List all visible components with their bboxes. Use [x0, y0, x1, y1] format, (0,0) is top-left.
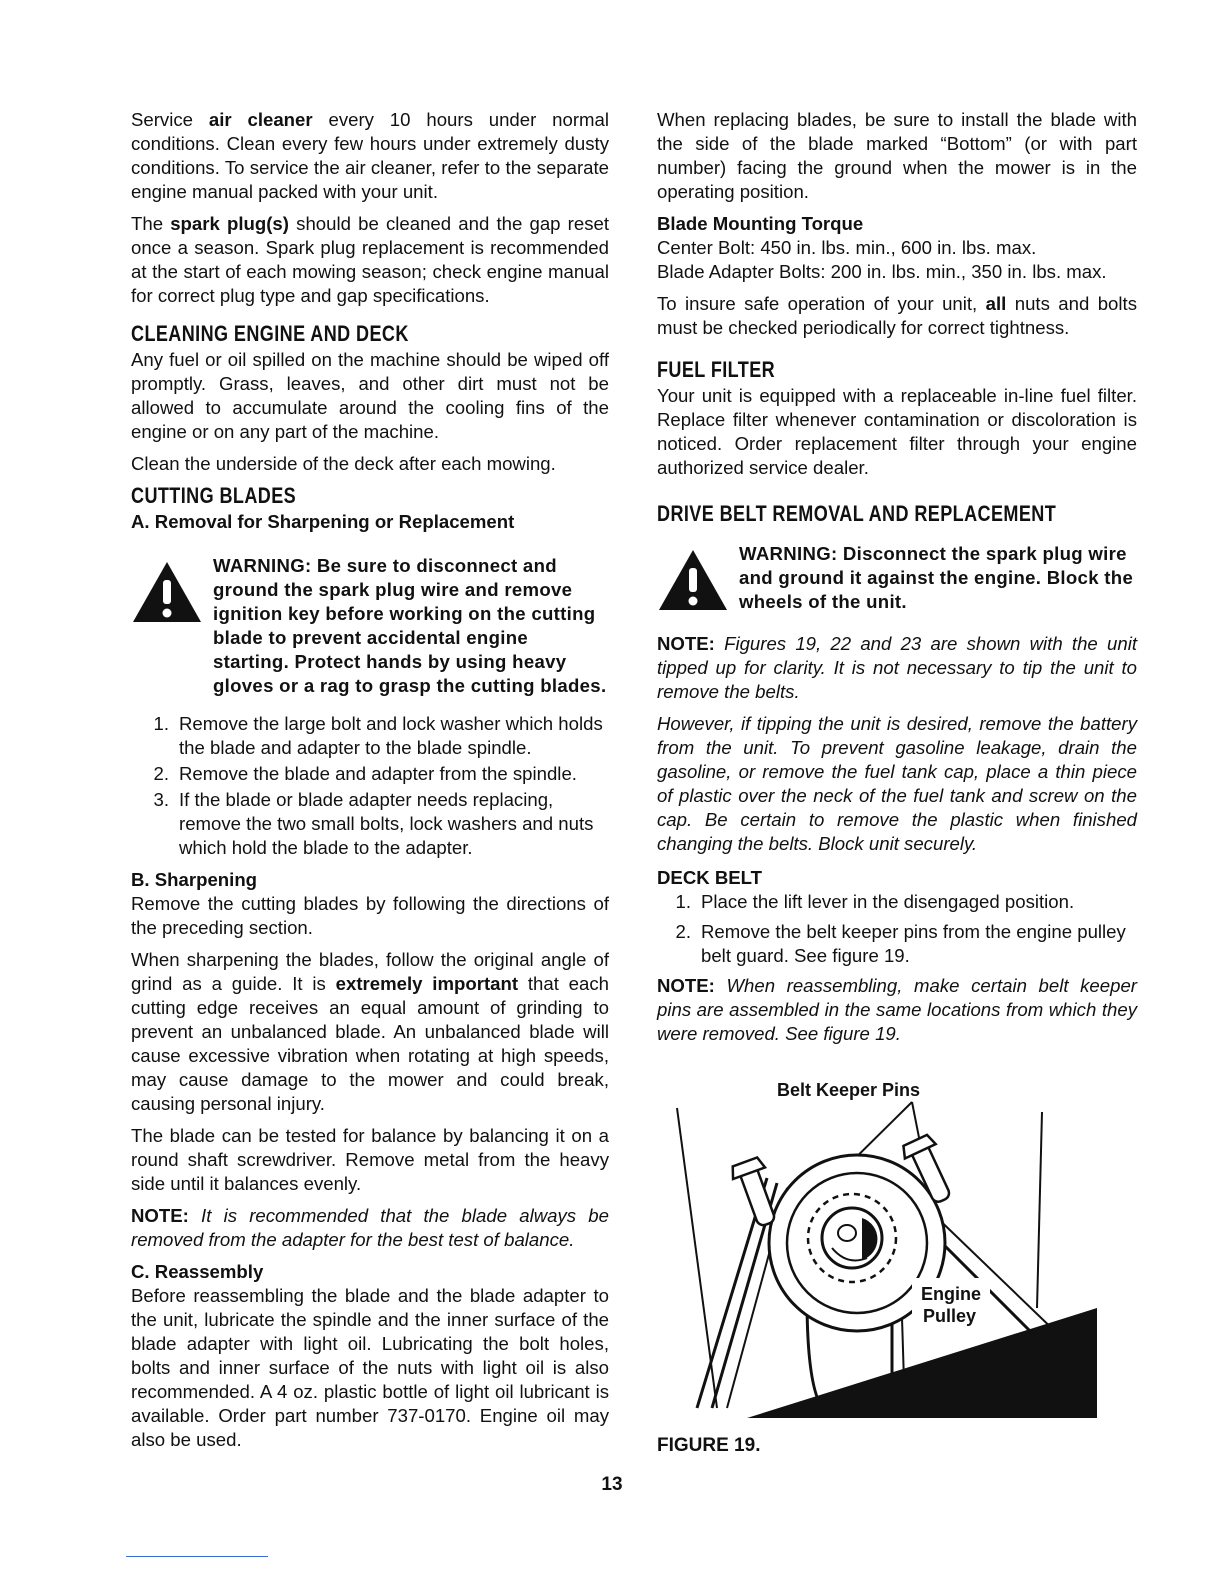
note-reassembling: NOTE: When reassembling, make certain belt keeper pins are assembled in the same locations from which they were removed. See figure 19. — [657, 975, 1137, 1044]
fuel-filter-paragraph: Your unit is equipped with a replaceable in-line fuel filter. Replace filter whenever contamination or discoloration is noticed. Order replacement filter through your engine authorized service dealer. — [657, 385, 1137, 478]
right-column — [657, 108, 1137, 1458]
subheading-removal: A. Removal for Sharpening or Replacement — [131, 511, 515, 532]
warning-block-blades — [131, 554, 609, 698]
reassembly-paragraph: Before reassembling the blade and the blade adapter to the unit, lubricate the spindle and the inner surface of the blade adapter with light oil. Lubricating the bolt holes, bolts and inner surface of the nuts with light oil is also recommended. A 4 oz. plastic bottle of light oil lubricant is available. Order part number 737-0170. Engine oil may also be used. — [131, 1285, 609, 1450]
deck-belt-steps — [657, 890, 1137, 968]
subheading-reassembly: C. Reassembly — [131, 1261, 264, 1282]
warning-triangle-icon — [131, 554, 213, 630]
note-figures: NOTE: Figures 19, 22 and 23 are shown with the unit tipped up for clarity. It is not necessary to tip the unit to remove the belts. — [657, 633, 1137, 702]
list-item: 2. Remove the belt keeper pins from the engine pulley belt guard. See figure 19. — [675, 921, 1126, 966]
torque-center-bolt: Center Bolt: 450 in. lbs. min., 600 in. lbs. max. — [657, 237, 1037, 258]
list-item: 1. Place the lift lever in the disengaged position. — [675, 891, 1075, 912]
figure-19 — [657, 1068, 1137, 1458]
heading-fuel-filter: FUEL FILTER — [657, 357, 776, 382]
belt-pulley-illustration — [657, 1068, 1137, 1428]
page-number: 13 — [601, 1474, 623, 1495]
safe-operation-paragraph: To insure safe operation of your unit, all nuts and bolts must be checked periodically for correct tightness. — [657, 293, 1137, 338]
air-cleaner-paragraph: Service air cleaner every 10 hours under normal conditions. Clean every few hours under extremely dusty conditions. To service the air cleaner, refer to the separate engine manual packed with your unit. — [131, 109, 609, 202]
sharpening-paragraph-3: The blade can be tested for balance by balancing it on a round shaft screwdriver. Remove metal from the heavy side until it balances evenly. — [131, 1125, 609, 1194]
list-item: 2. Remove the blade and adapter from the spindle. — [153, 763, 577, 784]
tipping-paragraph: However, if tipping the unit is desired, remove the battery from the unit. To prevent gasoline leakage, drain the gasoline, or remove the fuel tank cap, place a thin piece of plastic over the neck of the fuel tank and screw on the cap. Be certain to remove the plastic when finished changing the belts. Block unit securely. — [657, 713, 1137, 854]
list-item: 1. Remove the large bolt and lock washer which holds the blade and adapter to the blade spindle. — [153, 713, 603, 758]
footer-rule — [126, 1556, 268, 1557]
cleaning-paragraph-2: Clean the underside of the deck after each mowing. — [131, 453, 556, 474]
pulley-label: Pulley — [923, 1306, 977, 1326]
warning-text-drive: WARNING: Disconnect the spark plug wire and ground it against the engine. Block the wheels of the unit. — [739, 543, 1134, 612]
warning-text-blades: WARNING: Be sure to disconnect and ground the spark plug wire and remove ignition key before working on the cutting blade to prevent accidental engine starting. Protect hands by using heavy gloves or a rag to grasp the cutting blades. — [213, 555, 607, 696]
cleaning-paragraph-1: Any fuel or oil spilled on the machine should be wiped off promptly. Grass, leaves, and other dirt must not be allowed to accumulate around the cooling fins of the engine or on any part of the machine. — [131, 349, 609, 442]
deck-belt-heading: DECK BELT — [657, 867, 763, 888]
subheading-sharpening: B. Sharpening — [131, 869, 258, 890]
belt-keeper-pins-label: Belt Keeper Pins — [777, 1080, 921, 1100]
heading-drive-belt: DRIVE BELT REMOVAL AND REPLACEMENT — [657, 501, 1057, 526]
figure-caption: FIGURE 19. — [657, 1435, 761, 1456]
spark-plug-paragraph: The spark plug(s) should be cleaned and the gap reset once a season. Spark plug replacement is recommended at the start of each mowing season; check engine manual for correct plug type and gap specifications. — [131, 213, 610, 306]
left-column — [131, 108, 609, 1460]
torque-adapter-bolts: Blade Adapter Bolts: 200 in. lbs. min., 350 in. lbs. max. — [657, 261, 1107, 282]
heading-cutting-blades: CUTTING BLADES — [131, 483, 297, 508]
removal-steps — [131, 712, 609, 860]
torque-heading: Blade Mounting Torque — [657, 213, 864, 234]
note-balance: NOTE: It is recommended that the blade always be removed from the adapter for the best test of balance. — [131, 1205, 609, 1250]
engine-label: Engine — [921, 1284, 982, 1304]
list-item: 3. If the blade or blade adapter needs replacing, remove the two small bolts, lock washers and nuts which hold the blade to the adapter. — [153, 789, 594, 858]
sharpening-paragraph-1: Remove the cutting blades by following the directions of the preceding section. — [131, 893, 609, 938]
replace-blades-paragraph: When replacing blades, be sure to install the blade with the side of the blade marked “Bottom” (or with part number) facing the ground when the mower is in the operating position. — [657, 109, 1137, 202]
heading-cleaning: CLEANING ENGINE AND DECK — [131, 321, 409, 346]
sharpening-paragraph-2: When sharpening the blades, follow the original angle of grind as a guide. It is extremely important that each cutting edge receives an equal amount of grinding to prevent an unbalanced blade. An unbalanced blade will cause excessive vibration when rotating at high speeds, may cause damage to the mower and could break, causing personal injury. — [131, 949, 609, 1114]
warning-block-drive — [657, 542, 1137, 618]
warning-triangle-icon — [657, 542, 739, 618]
